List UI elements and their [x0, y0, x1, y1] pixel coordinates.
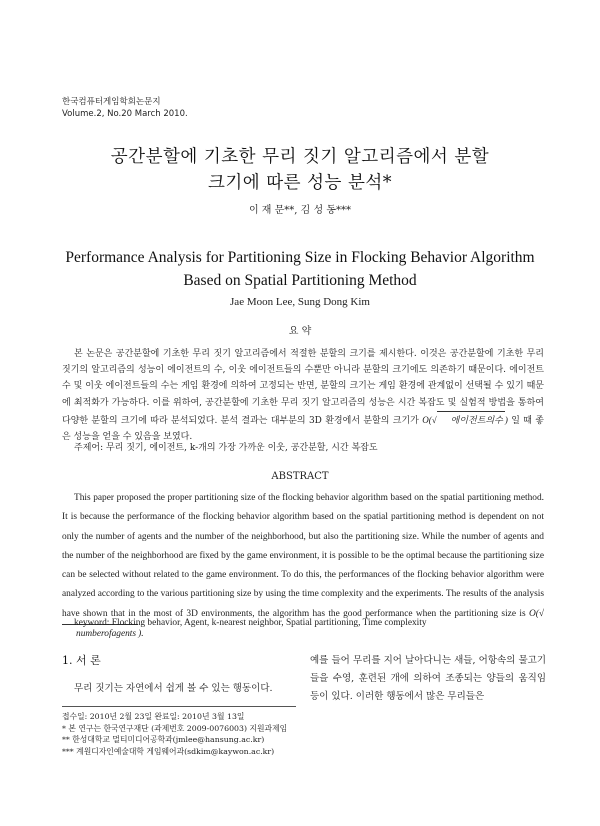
- footnote-1: * 본 연구는 한국연구재단 (과제번호 2009-0076003) 지원과제임: [62, 723, 288, 733]
- formula-o: O(: [422, 414, 432, 425]
- english-title: [40, 246, 560, 292]
- formula-root: numberofagents: [62, 624, 138, 644]
- korean-title: [40, 144, 560, 196]
- footnote-divider: [62, 706, 296, 707]
- volume-info: Volume.2, No.20 March 2010.: [62, 109, 188, 119]
- korean-keywords: 주제어: 무리 짓기, 에이전트, k-개의 가장 가까운 이웃, 공간분할, 시간 복잡도: [74, 443, 378, 453]
- english-authors: Jae Moon Lee, Sung Dong Kim: [230, 296, 370, 308]
- journal-header: [62, 96, 188, 120]
- footnote-3: *** 계원디자인예술대학 게임웨어과(sdkim@kaywon.ac.kr): [62, 746, 275, 756]
- section-heading: 1. 서 론: [62, 654, 101, 667]
- english-title-line2: Based on Spatial Partitioning Method: [183, 272, 417, 289]
- journal-name: 한국컴퓨터게임학회논문지: [62, 97, 161, 107]
- korean-abstract-body: [62, 346, 544, 445]
- korean-title-line1: 공간분할에 기초한 무리 짓기 알고리즘에서 분할: [110, 147, 490, 167]
- korean-abstract-text-after: 일 때 좋은 성능을 얻을 수 있음을 보였다.: [62, 415, 544, 443]
- korean-authors: 이 재 문**, 김 성 동***: [248, 205, 352, 216]
- english-abstract-formula: O(√numberofagents ).: [62, 609, 544, 639]
- formula-root: 에이전트의수: [437, 411, 505, 428]
- korean-abstract-formula: O(√ 에이전트의수 ): [422, 415, 508, 425]
- english-title-line1: Performance Analysis for Partitioning Size in Flocking Behavior Algorithm: [65, 249, 535, 266]
- korean-abstract-heading: 요 약: [288, 326, 312, 337]
- footnote-2: ** 한성대학교 멀티미디어공학과(jmlee@hansung.ac.kr): [62, 735, 265, 744]
- english-abstract-heading: ABSTRACT: [271, 471, 329, 482]
- footnotes: [62, 711, 542, 757]
- korean-title-line2: 크기에 따른 성능 분석*: [207, 173, 393, 193]
- section-right-text: 예를 들어 무리를 지어 날아다니는 새들, 어항속의 물고기들을 수영, 훈련된 개에 의하여 조종되는 양들의 움직임 등이 있다. 이러한 행동에서 많은 무리들은: [310, 655, 546, 702]
- formula-close: ).: [138, 629, 144, 640]
- formula-o: O(: [528, 608, 539, 619]
- english-keywords: keyword: Flocking behavior, Agent, k-nearest neighbor, Spatial partitioning, Time complexity: [74, 618, 427, 628]
- formula-close: ): [504, 414, 508, 425]
- footnote-received: 접수일: 2010년 2월 23일 완료일: 2010년 3월 13일: [62, 712, 245, 721]
- korean-abstract-text: 본 논문은 공간분할에 기초한 무리 짓기 알고리즘에서 적절한 분할의 크기를 제시한다. 이것은 공간분할에 기초한 무리 짓기의 알고리즘의 성능이 에이전트의 수, 이웃 에이전트들의 수뿐만 아니라 분할의 크기에도 의존하기 때문이다. 에이전트 수 및 이웃 에이전트들의 수는 게임 환경에 의하여 고정되는 반면, 분할의 크기는 게임 환경에 관계없이 선택될 수 있기 때문에 최적화가 가능하다. 이를 위하여, 공간분할에 기초한 무리 짓기 알고리즘의 성능은 시간 복잡도 및 실험적 방법을 통하여 다양한 분할의 크기에 따라 분석되었다. 분석 결과는 대부분의 3D 환경에서 분할의 크기가: [62, 349, 544, 426]
- english-abstract-text: This paper proposed the proper partitioning size of the flocking behavior algorithm based on the spatial partitioning method. It is because the performance of the flocking behavior algorithm based on the spatial partitioning method is dependent on not only the number of agents and the number of the neighborhood, but also the partitioning size. While the number of agents and the number of the neighborhood are fixed by the game environment, it is possible to be the optimal because the partitioning size can be selected without related to the game environment. To do this, the performances of the flocking behavior algorithm were analyzed according to the various partitioning size by using the time complexity and the experiments. The results of the analysis have shown that in the most of 3D environments, the algorithm has the good performance when the partitioning size is: [62, 493, 544, 619]
- section-left-text: 무리 짓기는 자연에서 쉽게 볼 수 있는 행동이다.: [74, 683, 273, 694]
